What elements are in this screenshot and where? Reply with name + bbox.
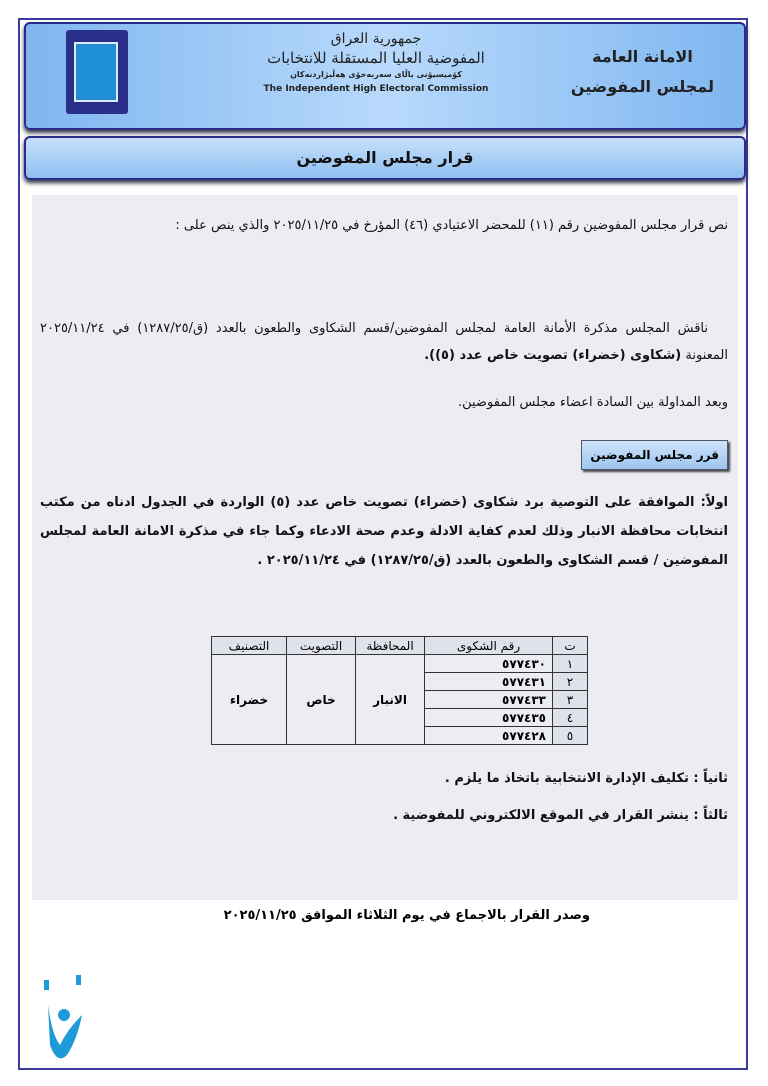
complaint-number: ٥٧٧٤٢٨	[425, 727, 553, 745]
row-index: ٥	[553, 727, 588, 745]
row-index: ٤	[553, 709, 588, 727]
row-index: ٢	[553, 673, 588, 691]
commission-name	[246, 30, 506, 96]
letterhead	[24, 22, 746, 130]
secretariat-line2: لمجلس المفوضين	[570, 77, 714, 96]
decision-second: ثانياً : تكليف الإدارة الانتخابية باتخاذ ما يلزم .	[444, 771, 728, 786]
complaints-table	[211, 636, 588, 745]
intro-paragraph: نص قرار مجلس المفوضين رقم (١١) للمحضر الاعتيادي (٤٦) المؤرخ في ٢٠٢٥/١١/٢٥ والذي ينص على :	[175, 218, 728, 233]
page-title: قرار مجلس المفوضين	[24, 136, 746, 180]
discussion-text: ناقش المجلس مذكرة الأمانة العامة لمجلس المفوضين/قسم الشكاوى والطعون بالعدد (ق/١٢٨٧/٢٥) في ٢٠٢٥/١١/٢٤ المعنونة	[40, 321, 728, 363]
col-complaint-number: رقم الشكوى	[425, 637, 553, 655]
secretariat-label	[571, 42, 714, 102]
ihec-emblem-icon	[42, 975, 92, 1070]
iraq-label: جمهورية العراق	[330, 31, 422, 47]
col-province: المحافظة	[356, 637, 425, 655]
province-cell: الانبار	[356, 655, 425, 745]
secretariat-line1: الامانة العامة	[592, 47, 693, 66]
commission-ar: المفوضية العليا المستقلة للانتخابات	[267, 49, 485, 67]
decision-first: اولاً: الموافقة على التوصية برد شكاوى (خضراء) تصويت خاص عدد (٥) الواردة في الجدول ادناه من مكتب انتخابات محافظة الانبار وذلك لعدم كفاية الادلة وعدم صحة الادعاء وكما جاء في مذكرة الامانة العامة لمجلس المفوضين / قسم الشكاوى والطعون بالعدد (ق/١٢٨٧/٢٥) في ٢٠٢٥/١١/٢٤ .	[40, 495, 728, 568]
classification-cell: خضراء	[212, 655, 287, 745]
row-index: ٣	[553, 691, 588, 709]
decided-badge: قرر مجلس المفوضين	[581, 440, 728, 470]
issuance-statement: وصدر القرار بالاجماع في يوم الثلاثاء الموافق ٢٠٢٥/١١/٢٥	[223, 908, 590, 923]
complaint-number: ٥٧٧٤٣٥	[425, 709, 553, 727]
decision-third: ثالثاً : ينشر القرار في الموقع الالكتروني للمفوضية .	[393, 808, 728, 823]
complaint-number: ٥٧٧٤٣٠	[425, 655, 553, 673]
ihec-logo	[66, 30, 128, 114]
table-header	[212, 637, 588, 655]
discussion-subject: (شكاوى (خضراء) تصويت خاص عدد (٥)).	[424, 348, 682, 363]
col-index: ت	[553, 637, 588, 655]
commission-en: The Independent High Electoral Commission	[263, 84, 489, 94]
commission-ku: كۆمیسیۆنی باڵای سەربەخۆی هەڵبژاردنەکان	[290, 70, 462, 79]
col-voting: التصويت	[287, 637, 356, 655]
table-row	[212, 655, 588, 673]
complaint-number: ٥٧٧٤٣٣	[425, 691, 553, 709]
complaint-number: ٥٧٧٤٣١	[425, 673, 553, 691]
col-classification: التصنيف	[212, 637, 287, 655]
deliberation-paragraph: وبعد المداولة بين السادة اعضاء مجلس المفوضين.	[457, 395, 728, 410]
voting-cell: خاص	[287, 655, 356, 745]
discussion-paragraph	[40, 315, 728, 369]
row-index: ١	[553, 655, 588, 673]
